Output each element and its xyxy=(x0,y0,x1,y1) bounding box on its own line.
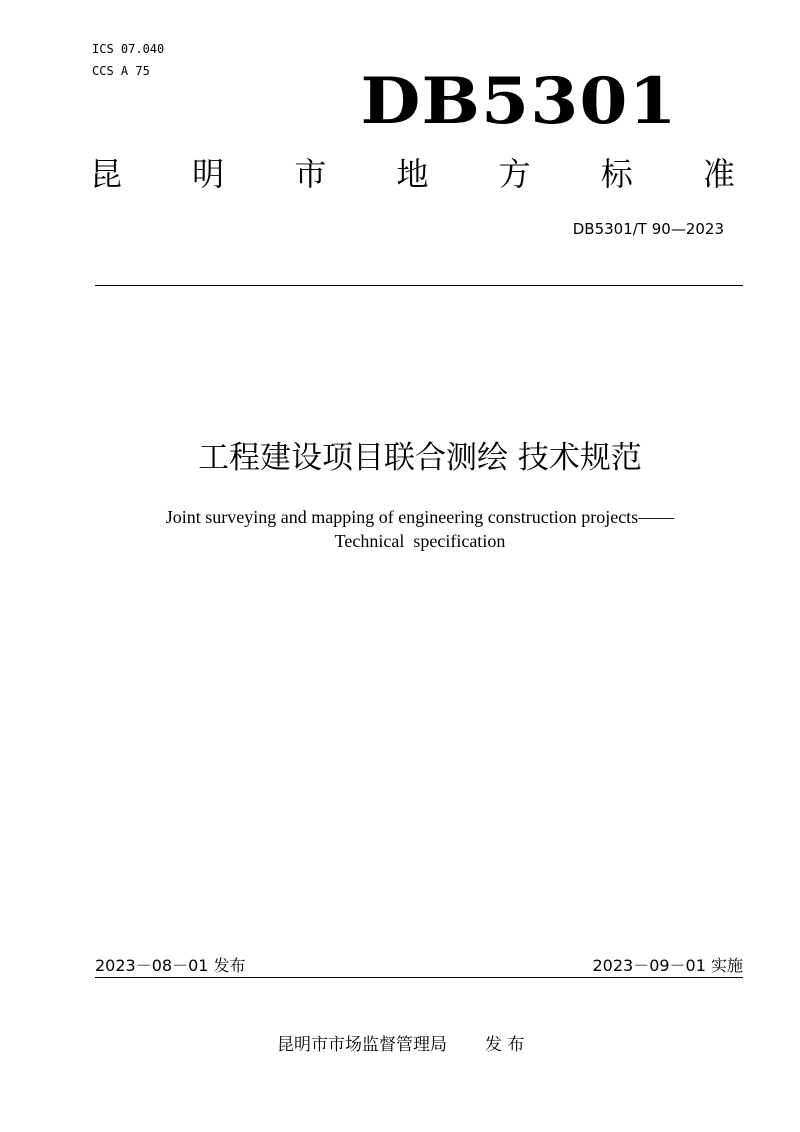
ics-code: ICS 07.040 xyxy=(92,42,165,56)
document-title-chinese: 工程建设项目联合测绘 技术规范 xyxy=(198,440,642,476)
category-char: 市 xyxy=(294,155,327,193)
standard-category xyxy=(90,152,735,196)
english-title-line: Technical specification xyxy=(334,531,506,551)
category-char: 地 xyxy=(396,155,429,193)
bottom-divider xyxy=(95,977,743,978)
english-title-line: Joint surveying and mapping of engineering construction projects—— xyxy=(165,507,675,527)
category-char: 明 xyxy=(192,155,225,193)
document-title-english xyxy=(0,505,800,553)
issue-date: 2023－08－01 发布 xyxy=(95,956,246,975)
standard-logo: DB5301 xyxy=(360,64,678,139)
category-char: 标 xyxy=(600,155,633,193)
implementation-date: 2023－09－01 实施 xyxy=(592,956,743,975)
category-char: 方 xyxy=(498,155,531,193)
issuer-name: 昆明市市场监督管理局 xyxy=(277,1035,447,1055)
category-char: 昆 xyxy=(90,155,123,193)
issuer-action: 发 布 xyxy=(485,1035,525,1055)
classification-codes xyxy=(92,38,164,82)
category-char: 准 xyxy=(702,155,735,193)
ccs-code: CCS A 75 xyxy=(92,64,150,78)
issuing-authority xyxy=(277,1033,524,1057)
top-divider xyxy=(95,285,743,286)
standard-number: DB5301/T 90—2023 xyxy=(572,220,724,238)
